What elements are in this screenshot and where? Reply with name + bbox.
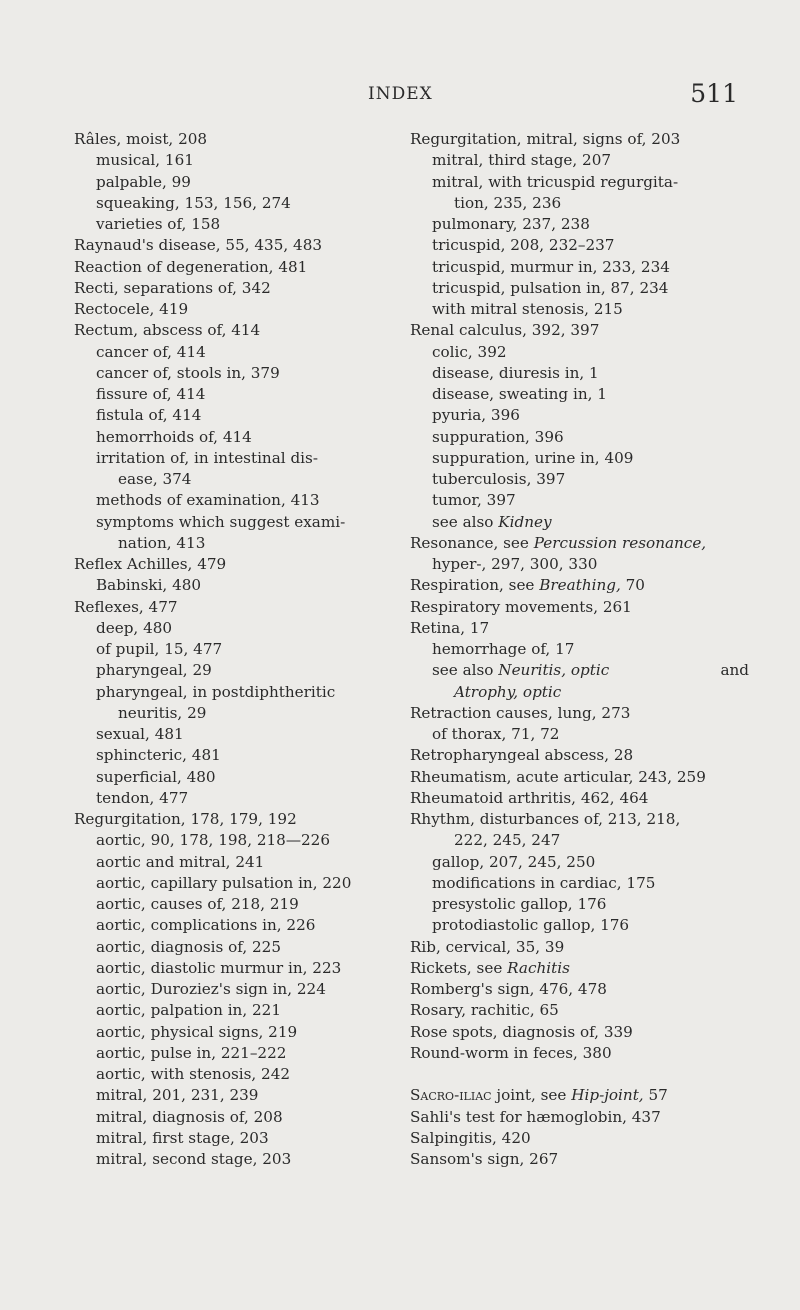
index-continuation: [410, 682, 755, 703]
entry-text: Sansom's sign, 267: [410, 1150, 559, 1168]
entry-trailing: 70: [625, 576, 645, 595]
index-subentry: [74, 172, 424, 193]
index-subentry: [74, 1149, 424, 1170]
entry-text: suppuration, urine in, 409: [432, 448, 634, 467]
index-subentry: [74, 660, 424, 681]
index-subentry: [74, 724, 424, 745]
index-entry: [74, 597, 424, 618]
entry-text: Retraction causes, lung, 273: [410, 703, 631, 722]
entry-text: Regurgitation, mitral, signs of, 203: [410, 130, 681, 148]
entry-text: Sahli's test for hæmoglobin, 437: [410, 1107, 661, 1126]
index-subentry: [74, 342, 424, 363]
entry-text: mitral, first stage, 203: [96, 1128, 269, 1147]
entry-text: Rib, cervical, 35, 39: [410, 937, 565, 956]
index-subentry: [410, 512, 755, 533]
page-header: [0, 79, 800, 114]
index-subentry: [410, 363, 755, 384]
entry-text: cancer of, stools in, 379: [96, 363, 280, 382]
index-entry: [410, 1128, 755, 1149]
entry-text: squeaking, 153, 156, 274: [96, 193, 291, 212]
entry-text: see also: [432, 661, 494, 680]
index-entry: [410, 320, 755, 341]
index-entry: [74, 278, 424, 299]
entry-text: mitral, third stage, 207: [432, 151, 612, 170]
index-entry: [74, 299, 424, 320]
index-entry: [410, 129, 755, 150]
entry-text: Retropharyngeal abscess, 28: [410, 746, 634, 765]
entry-text: joint, see: [496, 1086, 567, 1105]
entry-text: aortic, complications in, 226: [96, 916, 316, 935]
entry-text: sphincteric, 481: [96, 746, 221, 765]
entry-text: of pupil, 15, 477: [96, 640, 223, 658]
index-subentry: [410, 299, 755, 320]
entry-text: aortic, with stenosis, 242: [96, 1065, 291, 1083]
entry-text: sexual, 481: [96, 725, 184, 743]
index-subentry: [410, 214, 755, 235]
index-entry: [410, 618, 755, 639]
index-subentry: [74, 384, 424, 405]
entry-text: Babinski, 480: [96, 576, 202, 595]
page-number: 511: [690, 79, 738, 108]
index-entry: [74, 809, 424, 830]
entry-text: pyuria, 396: [432, 406, 520, 425]
index-entry: [410, 809, 755, 830]
index-entry: [410, 1043, 755, 1064]
entry-text: aortic, causes of, 218, 219: [96, 895, 299, 913]
entry-reference: Breathing,: [539, 576, 621, 595]
entry-text: suppuration, 396: [432, 427, 564, 446]
index-entry: [74, 320, 424, 341]
entry-text: ease, 374: [118, 470, 192, 488]
entry-text: presystolic gallop, 176: [432, 895, 607, 913]
entry-text: aortic, palpation in, 221: [96, 1001, 281, 1020]
index-entry: [410, 937, 755, 958]
index-subentry: [74, 363, 424, 384]
entry-text: protodiastolic gallop, 176: [432, 916, 630, 935]
index-subentry: [410, 278, 755, 299]
index-subentry: [74, 639, 424, 660]
index-entry: [410, 575, 755, 596]
entry-text: cancer of, 414: [96, 342, 206, 361]
entry-text: Resonance, see: [410, 533, 529, 552]
index-entry: [410, 1085, 755, 1106]
index-entry: [74, 235, 424, 256]
index-subentry: [410, 150, 755, 171]
index-entry: [410, 1149, 755, 1170]
entry-text: aortic, diagnosis of, 225: [96, 937, 282, 956]
index-subentry: [74, 830, 424, 851]
index-subentry: [74, 1000, 424, 1021]
index-subentry: [74, 214, 424, 235]
index-subentry: [74, 490, 424, 511]
index-entry: [410, 979, 755, 1000]
index-column-right: [410, 129, 755, 1170]
entry-reference: Atrophy, optic: [454, 682, 562, 701]
index-subentry: [410, 469, 755, 490]
index-subentry: [410, 852, 755, 873]
entry-text: Rosary, rachitic, 65: [410, 1001, 559, 1020]
index-subentry: [410, 724, 755, 745]
index-continuation: [74, 533, 424, 554]
entry-text: Raynaud's disease, 55, 435, 483: [74, 236, 323, 255]
index-subentry: [74, 1128, 424, 1149]
entry-text: tumor, 397: [432, 491, 516, 510]
index-entry: [74, 129, 424, 150]
entry-text: symptoms which suggest exami-: [96, 512, 346, 531]
entry-text: Romberg's sign, 476, 478: [410, 980, 607, 998]
entry-text: Respiration, see: [410, 576, 535, 595]
entry-text: aortic, 90, 178, 198, 218—226: [96, 831, 331, 850]
entry-text: palpable, 99: [96, 172, 191, 191]
entry-text: tion, 235, 236: [454, 193, 562, 212]
entry-text: methods of examination, 413: [96, 491, 320, 510]
index-column-left: [74, 129, 424, 1170]
index-subentry: [74, 448, 424, 469]
index-subentry: [410, 660, 755, 681]
entry-text: Reaction of degeneration, 481: [74, 257, 308, 276]
index-entry: [410, 958, 755, 979]
index-entry: [410, 745, 755, 766]
entry-text: Reflexes, 477: [74, 597, 178, 616]
index-subentry: [74, 427, 424, 448]
entry-text: 222, 245, 247: [454, 831, 561, 850]
entry-text: Regurgitation, 178, 179, 192: [74, 810, 297, 828]
entry-text: pharyngeal, 29: [96, 661, 212, 680]
index-subentry: [74, 1064, 424, 1085]
index-subentry: [74, 894, 424, 915]
index-subentry: [74, 405, 424, 426]
index-subentry: [74, 1022, 424, 1043]
entry-trailing: 57: [648, 1086, 668, 1105]
entry-text: Reflex Achilles, 479: [74, 555, 227, 573]
index-subentry: [74, 937, 424, 958]
entry-text: hyper-, 297, 300, 330: [432, 555, 598, 573]
entry-text: Rectocele, 419: [74, 300, 189, 318]
entry-text: nation, 413: [118, 533, 206, 552]
index-entry: [410, 1000, 755, 1021]
entry-text: Rose spots, diagnosis of, 339: [410, 1022, 633, 1041]
entry-text: aortic, diastolic murmur in, 223: [96, 958, 342, 977]
index-subentry: [410, 490, 755, 511]
entry-text: Round-worm in feces, 380: [410, 1043, 612, 1062]
index-entry: [410, 703, 755, 724]
index-subentry: [74, 979, 424, 1000]
entry-text: pharyngeal, in postdiphtheritic: [96, 682, 336, 701]
entry-reference: Percussion resonance,: [533, 533, 707, 552]
index-continuation: [410, 193, 755, 214]
entry-text: neuritis, 29: [118, 703, 207, 722]
page-title: INDEX: [368, 84, 433, 104]
entry-text: gallop, 207, 245, 250: [432, 852, 596, 871]
index-subentry: [74, 852, 424, 873]
index-subentry: [74, 512, 424, 533]
entry-text: Salpingitis, 420: [410, 1128, 531, 1147]
index-subentry: [74, 745, 424, 766]
index-continuation: [410, 830, 755, 851]
entry-text: aortic, pulse in, 221–222: [96, 1043, 287, 1062]
index-subentry: [410, 915, 755, 936]
index-entry: [74, 257, 424, 278]
index-subentry: [74, 193, 424, 214]
entry-text: mitral, 201, 231, 239: [96, 1086, 259, 1105]
index-subentry: [410, 639, 755, 660]
index-subentry: [74, 150, 424, 171]
entry-text: see also: [432, 512, 494, 531]
index-entry: [410, 788, 755, 809]
index-subentry: [74, 958, 424, 979]
entry-text: pulmonary, 237, 238: [432, 215, 590, 233]
entry-text: musical, 161: [96, 151, 194, 170]
index-entry: [410, 597, 755, 618]
index-spacer: [410, 1064, 755, 1085]
entry-reference: Neuritis, optic: [498, 661, 610, 680]
entry-text: varieties of, 158: [96, 215, 221, 233]
entry-text: with mitral stenosis, 215: [432, 300, 623, 318]
entry-text: hemorrhoids of, 414: [96, 427, 252, 446]
index-subentry: [74, 575, 424, 596]
index-subentry: [74, 618, 424, 639]
index-entry: [410, 1022, 755, 1043]
index-subentry: [410, 873, 755, 894]
index-subentry: [410, 342, 755, 363]
entry-text: Rhythm, disturbances of, 213, 218,: [410, 810, 681, 828]
entry-text: tricuspid, murmur in, 233, 234: [432, 257, 670, 276]
entry-text: tricuspid, 208, 232–237: [432, 236, 615, 255]
entry-text: disease, sweating in, 1: [432, 385, 607, 403]
index-subentry: [410, 235, 755, 256]
index-subentry: [410, 448, 755, 469]
index-subentry: [410, 554, 755, 575]
entry-text: Râles, moist, 208: [74, 130, 208, 148]
entry-text-group: [432, 660, 609, 681]
index-entry: [410, 533, 755, 554]
entry-text: superficial, 480: [96, 767, 216, 786]
index-subentry: [74, 1107, 424, 1128]
entry-reference: Hip-joint,: [571, 1086, 644, 1105]
entry-text: Retina, 17: [410, 618, 490, 637]
entry-text: mitral, second stage, 203: [96, 1150, 292, 1168]
entry-text: mitral, with tricuspid regurgita-: [432, 172, 679, 191]
entry-text: aortic, physical signs, 219: [96, 1022, 298, 1041]
entry-text: modifications in cardiac, 175: [432, 873, 656, 892]
entry-text: irritation of, in intestinal dis-: [96, 448, 318, 467]
entry-text: aortic and mitral, 241: [96, 852, 265, 871]
entry-text: disease, diuresis in, 1: [432, 363, 599, 382]
index-subentry: [410, 172, 755, 193]
entry-text: Respiratory movements, 261: [410, 597, 632, 616]
entry-text: of thorax, 71, 72: [432, 725, 560, 743]
entry-text: Recti, separations of, 342: [74, 278, 271, 297]
index-subentry: [410, 257, 755, 278]
index-subentry: [74, 788, 424, 809]
entry-text: fistula of, 414: [96, 406, 202, 425]
index-entry: [410, 767, 755, 788]
index-subentry: [74, 915, 424, 936]
entry-text: deep, 480: [96, 618, 173, 637]
entry-text: tendon, 477: [96, 788, 189, 807]
entry-text: Renal calculus, 392, 397: [410, 321, 600, 340]
index-subentry: [74, 682, 424, 703]
entry-trailing: and: [720, 661, 749, 680]
index-subentry: [410, 384, 755, 405]
entry-text: tuberculosis, 397: [432, 470, 566, 488]
index-subentry: [410, 894, 755, 915]
entry-text: colic, 392: [432, 342, 507, 361]
entry-text: fissure of, 414: [96, 385, 206, 403]
index-continuation: [74, 703, 424, 724]
entry-text: hemorrhage of, 17: [432, 640, 575, 658]
entry-headword: Sacro-iliac: [410, 1086, 492, 1105]
index-subentry: [410, 405, 755, 426]
index-subentry: [74, 1043, 424, 1064]
index-entry: [74, 554, 424, 575]
entry-text: Rickets, see: [410, 958, 503, 977]
index-subentry: [410, 427, 755, 448]
index-subentry: [74, 1085, 424, 1106]
entry-text: Rheumatism, acute articular, 243, 259: [410, 767, 706, 786]
entry-reference: Rachitis: [507, 958, 570, 977]
entry-text: aortic, capillary pulsation in, 220: [96, 873, 352, 892]
entry-text: tricuspid, pulsation in, 87, 234: [432, 278, 669, 297]
index-subentry: [74, 767, 424, 788]
entry-text: Rheumatoid arthritis, 462, 464: [410, 788, 649, 807]
entry-text: Rectum, abscess of, 414: [74, 321, 261, 340]
index-subentry: [74, 873, 424, 894]
index-continuation: [74, 469, 424, 490]
entry-text: mitral, diagnosis of, 208: [96, 1107, 283, 1126]
entry-reference: Kidney: [498, 512, 552, 531]
index-entry: [410, 1107, 755, 1128]
entry-text: aortic, Duroziez's sign in, 224: [96, 980, 326, 998]
